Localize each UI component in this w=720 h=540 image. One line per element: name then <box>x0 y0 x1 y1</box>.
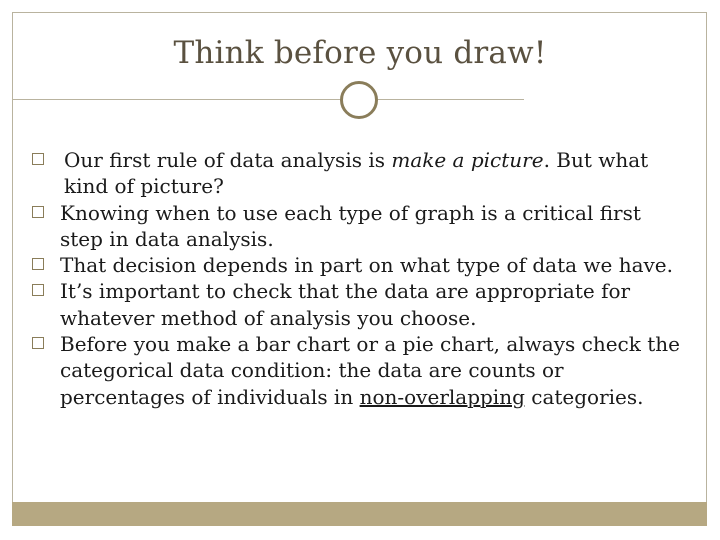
bullet-item <box>32 200 682 253</box>
bullet-text: . But what kind of picture? <box>64 148 649 199</box>
square-bullet-icon <box>32 284 44 296</box>
bullet-text: Knowing when to use each type of graph is a critical first step in data analysis. <box>60 200 641 251</box>
bullet-item <box>32 331 682 410</box>
bullet-text: Our first rule of data analysis is <box>64 148 392 172</box>
bullet-text: That decision depends in part on what type of data we have. <box>60 253 673 278</box>
bullet-item <box>32 252 682 278</box>
bullet-list <box>32 147 682 410</box>
bullet-emphasis: make a picture <box>391 148 544 172</box>
square-bullet-icon <box>32 206 44 218</box>
bullet-text: Before you make a bar chart or a pie chart, always check the categorical data condition: the data are counts or percentages of individuals in <box>60 332 680 409</box>
square-bullet-icon <box>32 337 44 349</box>
ring-ornament-icon <box>340 81 378 119</box>
bullet-text: categories. <box>524 384 644 409</box>
bullet-item <box>32 147 682 200</box>
bullet-item <box>32 278 682 331</box>
slide-title: Think before you draw! <box>173 35 547 71</box>
bullet-underlined-term: non-overlapping <box>359 384 525 409</box>
square-bullet-icon <box>32 153 44 165</box>
footer-bar <box>12 502 707 526</box>
square-bullet-icon <box>32 258 44 270</box>
title-divider-left <box>12 99 340 100</box>
bullet-text: It’s important to check that the data are appropriate for whatever method of analysis you choose. <box>60 279 631 330</box>
title-divider-right <box>378 99 524 100</box>
